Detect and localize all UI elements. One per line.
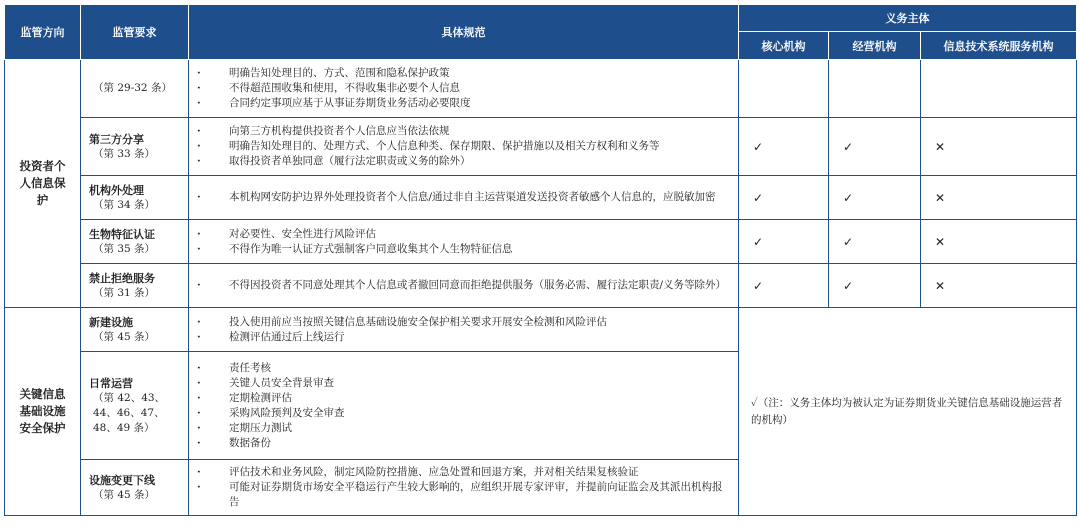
spec-item: · 责任考核 [195,361,730,376]
requirement-cell [81,308,189,352]
spec-item: · 评估技术和业务风险，制定风险防控措施、应急处置和回退方案，并对相关结果复核验证 [195,465,730,480]
requirement-title: 第三方分享 [89,132,144,146]
spec-item: · 明确告知处理目的、方式、范围和隐私保护政策 [195,66,730,81]
requirement-cell [81,460,189,516]
spec-item: · 不得因投资者不同意处理其个人信息或者撤回同意而拒绝提供服务（服务必需、履行法定职责/义务等除外） [195,278,730,293]
table-row [5,308,1077,352]
header-requirement: 监管要求 [81,5,189,60]
spec-cell [189,118,739,176]
spec-item: · 采购风险预判及安全审查 [195,406,730,421]
operator-mark: ✓ [829,264,921,308]
spec-cell [189,60,739,118]
spec-item: · 定期压力测试 [195,421,730,436]
spec-item: · 合同约定事项应基于从事证券期货业务活动必要限度 [195,96,730,111]
header-subject: 义务主体 [739,5,1077,32]
requirement-article: （第 29-32 条） [93,82,172,94]
requirement-cell [81,352,189,460]
it-mark: ✕ [921,220,1077,264]
spec-item: · 不得超范围收集和使用，不得收集非必要个人信息 [195,81,730,96]
requirement-article: （第 35 条） [93,242,156,255]
table-row [5,118,1077,176]
requirement-article: （第 42、43、44、46、47、48、49 条） [93,391,166,434]
subject-note: ✓（注：义务主体均为被认定为证券期货业关键信息基础设施运营者的机构） [739,308,1077,516]
it-mark [921,60,1077,118]
requirement-title: 机构外处理 [89,183,144,197]
table-row [5,220,1077,264]
spec-item: · 关键人员安全背景审查 [195,376,730,391]
core-mark: ✓ [739,220,829,264]
requirement-article: （第 45 条） [93,330,156,343]
spec-item: · 投入使用前应当按照关键信息基础设施安全保护相关要求开展安全检测和风险评估 [195,315,730,330]
table-row [5,264,1077,308]
header-spec: 具体规范 [189,5,739,60]
table-row [5,60,1077,118]
header-it: 信息技术系统服务机构 [921,32,1077,60]
requirement-cell [81,118,189,176]
spec-item: · 向第三方机构提供投资者个人信息应当依法依规 [195,124,730,139]
spec-item: · 定期检测评估 [195,391,730,406]
requirement-article: （第 34 条） [93,198,156,211]
requirement-title: 生物特征认证 [89,227,155,241]
requirement-title: 设施变更下线 [89,473,155,487]
operator-mark: ✓ [829,220,921,264]
spec-cell [189,460,739,516]
direction-cell: 投资者个人信息保护 [5,60,81,308]
direction-cell: 关键信息基础设施安全保护 [5,308,81,516]
requirement-cell [81,220,189,264]
it-mark: ✕ [921,176,1077,220]
regulation-table [4,4,1077,516]
requirement-title: 日常运营 [89,376,133,390]
requirement-cell [81,176,189,220]
requirement-article: （第 45 条） [93,488,156,501]
core-mark: ✓ [739,118,829,176]
requirement-title: 新建设施 [89,315,133,329]
requirement-title: 禁止拒绝服务 [89,271,155,285]
operator-mark: ✓ [829,118,921,176]
spec-item: · 取得投资者单独同意（履行法定职责或义务的除外） [195,154,730,169]
requirement-article: （第 33 条） [93,147,156,160]
header-operator: 经营机构 [829,32,921,60]
spec-cell [189,264,739,308]
requirement-article: （第 31 条） [93,286,156,299]
spec-item: · 不得作为唯一认证方式强制客户同意收集其个人生物特征信息 [195,242,730,257]
header-direction: 监管方向 [5,5,81,60]
spec-item: · 本机构网安防护边界外处理投资者个人信息/通过非自主运营渠道发送投资者敏感个人信息的，应脱敏加密 [195,190,730,205]
spec-item: · 对必要性、安全性进行风险评估 [195,227,730,242]
spec-item: · 明确告知处理目的、处理方式、个人信息种类、保存期限、保护措施以及相关方权利和义务等 [195,139,730,154]
it-mark: ✕ [921,118,1077,176]
requirement-cell [81,60,189,118]
requirement-cell [81,264,189,308]
spec-cell [189,308,739,352]
spec-cell [189,352,739,460]
operator-mark [829,60,921,118]
core-mark: ✓ [739,264,829,308]
operator-mark: ✓ [829,176,921,220]
spec-item: · 可能对证券期货市场安全平稳运行产生较大影响的，应组织开展专家评审，并提前向证监会及其派出机构报告 [195,480,730,510]
core-mark [739,60,829,118]
core-mark: ✓ [739,176,829,220]
table-row [5,176,1077,220]
spec-item: · 数据备份 [195,436,730,451]
header-core: 核心机构 [739,32,829,60]
spec-cell [189,176,739,220]
spec-item: · 检测评估通过后上线运行 [195,330,730,345]
it-mark: ✕ [921,264,1077,308]
spec-cell [189,220,739,264]
